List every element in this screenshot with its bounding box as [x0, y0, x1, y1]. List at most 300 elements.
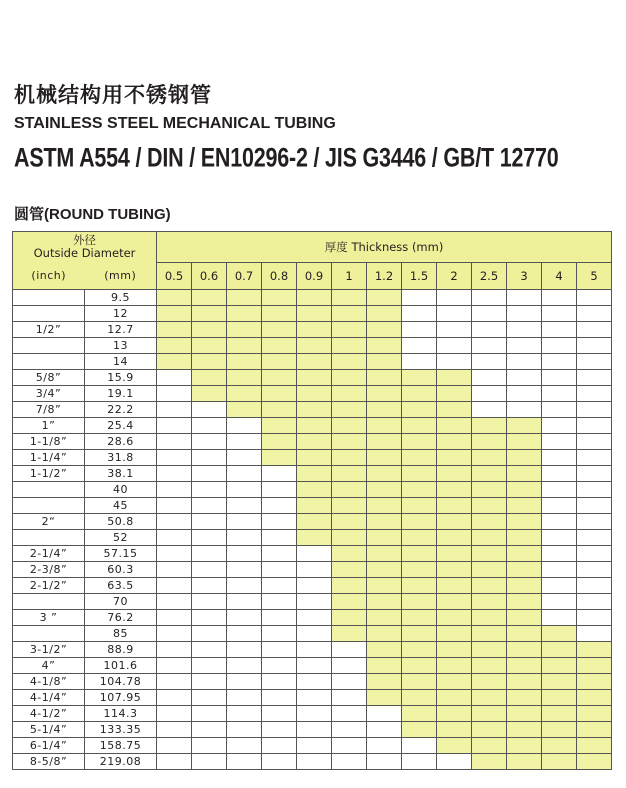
- unavailable-cell: [297, 594, 332, 610]
- available-cell: [332, 562, 367, 578]
- unavailable-cell: [507, 322, 542, 338]
- unavailable-cell: [577, 514, 612, 530]
- available-cell: [192, 322, 227, 338]
- unavailable-cell: [192, 530, 227, 546]
- table-row: [13, 402, 612, 418]
- available-cell: [542, 658, 577, 674]
- inch-size-cell: [13, 498, 85, 514]
- inch-size-cell: 5-1/4”: [13, 722, 85, 738]
- unavailable-cell: [542, 434, 577, 450]
- available-cell: [472, 706, 507, 722]
- available-cell: [367, 418, 402, 434]
- available-cell: [157, 290, 192, 306]
- available-cell: [367, 594, 402, 610]
- unavailable-cell: [262, 578, 297, 594]
- available-cell: [542, 674, 577, 690]
- thickness-column-header: 1: [332, 263, 367, 290]
- available-cell: [367, 498, 402, 514]
- round-tubing-table: [12, 231, 612, 770]
- thickness-column-header: 3: [507, 263, 542, 290]
- unavailable-cell: [542, 450, 577, 466]
- unavailable-cell: [542, 402, 577, 418]
- inch-size-cell: [13, 306, 85, 322]
- available-cell: [507, 466, 542, 482]
- title-english: STAINLESS STEEL MECHANICAL TUBING: [14, 115, 336, 132]
- unavailable-cell: [157, 370, 192, 386]
- unavailable-cell: [262, 562, 297, 578]
- unavailable-cell: [227, 642, 262, 658]
- unavailable-cell: [157, 546, 192, 562]
- unavailable-cell: [192, 514, 227, 530]
- mm-unit-label: (mm): [85, 263, 157, 290]
- available-cell: [437, 690, 472, 706]
- unavailable-cell: [297, 674, 332, 690]
- unavailable-cell: [367, 738, 402, 754]
- unavailable-cell: [297, 642, 332, 658]
- table-row: [13, 338, 612, 354]
- unavailable-cell: [262, 594, 297, 610]
- available-cell: [437, 738, 472, 754]
- available-cell: [542, 690, 577, 706]
- available-cell: [367, 578, 402, 594]
- inch-size-cell: 2“: [13, 514, 85, 530]
- unavailable-cell: [472, 386, 507, 402]
- unavailable-cell: [577, 594, 612, 610]
- unavailable-cell: [262, 722, 297, 738]
- available-cell: [332, 370, 367, 386]
- unavailable-cell: [542, 530, 577, 546]
- unavailable-cell: [472, 354, 507, 370]
- available-cell: [472, 434, 507, 450]
- unavailable-cell: [192, 706, 227, 722]
- available-cell: [192, 370, 227, 386]
- available-cell: [577, 690, 612, 706]
- available-cell: [332, 514, 367, 530]
- available-cell: [437, 514, 472, 530]
- available-cell: [402, 642, 437, 658]
- available-cell: [472, 530, 507, 546]
- available-cell: [227, 338, 262, 354]
- unavailable-cell: [402, 738, 437, 754]
- unavailable-cell: [157, 434, 192, 450]
- unavailable-cell: [542, 306, 577, 322]
- thickness-header: 厚度 Thickness (mm): [157, 232, 612, 263]
- mm-size-cell: 76.2: [85, 610, 157, 626]
- available-cell: [402, 514, 437, 530]
- available-cell: [507, 642, 542, 658]
- available-cell: [577, 642, 612, 658]
- available-cell: [472, 578, 507, 594]
- available-cell: [507, 546, 542, 562]
- table-row: [13, 674, 612, 690]
- available-cell: [577, 658, 612, 674]
- inch-size-cell: 4”: [13, 658, 85, 674]
- mm-size-cell: 85: [85, 626, 157, 642]
- inch-size-cell: 3-1/2”: [13, 642, 85, 658]
- available-cell: [437, 498, 472, 514]
- available-cell: [262, 290, 297, 306]
- unavailable-cell: [507, 402, 542, 418]
- inch-size-cell: 1/2”: [13, 322, 85, 338]
- available-cell: [262, 450, 297, 466]
- inch-size-cell: 1-1/2”: [13, 466, 85, 482]
- unavailable-cell: [157, 722, 192, 738]
- unavailable-cell: [577, 402, 612, 418]
- table-row: [13, 386, 612, 402]
- unavailable-cell: [297, 706, 332, 722]
- inch-size-cell: 6-1/4”: [13, 738, 85, 754]
- available-cell: [472, 626, 507, 642]
- unavailable-cell: [157, 482, 192, 498]
- available-cell: [297, 370, 332, 386]
- available-cell: [437, 674, 472, 690]
- available-cell: [367, 402, 402, 418]
- unavailable-cell: [157, 738, 192, 754]
- available-cell: [437, 626, 472, 642]
- unavailable-cell: [507, 290, 542, 306]
- inch-size-cell: 2-1/4”: [13, 546, 85, 562]
- unavailable-cell: [332, 658, 367, 674]
- unavailable-cell: [192, 722, 227, 738]
- available-cell: [472, 498, 507, 514]
- table-row: [13, 514, 612, 530]
- available-cell: [507, 434, 542, 450]
- available-cell: [437, 610, 472, 626]
- available-cell: [472, 738, 507, 754]
- available-cell: [367, 306, 402, 322]
- available-cell: [402, 402, 437, 418]
- available-cell: [507, 706, 542, 722]
- available-cell: [542, 642, 577, 658]
- inch-size-cell: [13, 626, 85, 642]
- available-cell: [472, 562, 507, 578]
- inch-size-cell: [13, 530, 85, 546]
- available-cell: [332, 626, 367, 642]
- available-cell: [297, 498, 332, 514]
- available-cell: [472, 722, 507, 738]
- available-cell: [542, 706, 577, 722]
- unavailable-cell: [227, 546, 262, 562]
- unavailable-cell: [297, 626, 332, 642]
- mm-size-cell: 133.35: [85, 722, 157, 738]
- available-cell: [472, 642, 507, 658]
- mm-size-cell: 22.2: [85, 402, 157, 418]
- thickness-column-header: 0.9: [297, 263, 332, 290]
- unavailable-cell: [297, 722, 332, 738]
- unavailable-cell: [507, 386, 542, 402]
- mm-size-cell: 158.75: [85, 738, 157, 754]
- available-cell: [332, 546, 367, 562]
- inch-size-cell: 1”: [13, 418, 85, 434]
- available-cell: [262, 338, 297, 354]
- available-cell: [402, 546, 437, 562]
- unavailable-cell: [402, 306, 437, 322]
- available-cell: [332, 610, 367, 626]
- available-cell: [507, 738, 542, 754]
- unavailable-cell: [262, 674, 297, 690]
- table-row: [13, 354, 612, 370]
- available-cell: [367, 322, 402, 338]
- available-cell: [332, 498, 367, 514]
- available-cell: [577, 706, 612, 722]
- available-cell: [367, 370, 402, 386]
- available-cell: [437, 642, 472, 658]
- available-cell: [402, 466, 437, 482]
- unavailable-cell: [542, 514, 577, 530]
- unavailable-cell: [192, 402, 227, 418]
- unavailable-cell: [192, 498, 227, 514]
- available-cell: [472, 450, 507, 466]
- unavailable-cell: [192, 610, 227, 626]
- unavailable-cell: [157, 386, 192, 402]
- unavailable-cell: [227, 594, 262, 610]
- mm-size-cell: 31.8: [85, 450, 157, 466]
- available-cell: [437, 530, 472, 546]
- available-cell: [262, 434, 297, 450]
- unavailable-cell: [192, 418, 227, 434]
- available-cell: [507, 578, 542, 594]
- available-cell: [542, 738, 577, 754]
- available-cell: [297, 418, 332, 434]
- unavailable-cell: [262, 466, 297, 482]
- unavailable-cell: [262, 642, 297, 658]
- mm-size-cell: 38.1: [85, 466, 157, 482]
- unavailable-cell: [297, 754, 332, 770]
- mm-size-cell: 12: [85, 306, 157, 322]
- available-cell: [157, 306, 192, 322]
- unavailable-cell: [262, 658, 297, 674]
- unavailable-cell: [577, 498, 612, 514]
- available-cell: [437, 546, 472, 562]
- table-row: [13, 658, 612, 674]
- available-cell: [297, 450, 332, 466]
- available-cell: [297, 530, 332, 546]
- inch-size-cell: 4-1/4”: [13, 690, 85, 706]
- unavailable-cell: [577, 354, 612, 370]
- unavailable-cell: [577, 338, 612, 354]
- table-row: [13, 418, 612, 434]
- unavailable-cell: [472, 306, 507, 322]
- available-cell: [332, 290, 367, 306]
- unavailable-cell: [577, 546, 612, 562]
- mm-size-cell: 88.9: [85, 642, 157, 658]
- unavailable-cell: [192, 562, 227, 578]
- available-cell: [297, 386, 332, 402]
- available-cell: [367, 466, 402, 482]
- available-cell: [297, 338, 332, 354]
- available-cell: [472, 418, 507, 434]
- available-cell: [367, 514, 402, 530]
- unavailable-cell: [437, 754, 472, 770]
- unavailable-cell: [227, 690, 262, 706]
- unavailable-cell: [402, 322, 437, 338]
- available-cell: [472, 546, 507, 562]
- available-cell: [402, 578, 437, 594]
- unavailable-cell: [507, 370, 542, 386]
- available-cell: [332, 530, 367, 546]
- available-cell: [577, 738, 612, 754]
- unavailable-cell: [402, 338, 437, 354]
- unavailable-cell: [227, 562, 262, 578]
- unavailable-cell: [297, 562, 332, 578]
- available-cell: [507, 690, 542, 706]
- available-cell: [297, 306, 332, 322]
- available-cell: [367, 546, 402, 562]
- unavailable-cell: [472, 322, 507, 338]
- unavailable-cell: [227, 578, 262, 594]
- table-row: [13, 434, 612, 450]
- available-cell: [192, 338, 227, 354]
- available-cell: [262, 370, 297, 386]
- available-cell: [472, 514, 507, 530]
- unavailable-cell: [192, 738, 227, 754]
- unavailable-cell: [367, 706, 402, 722]
- inch-size-cell: [13, 354, 85, 370]
- available-cell: [507, 562, 542, 578]
- unavailable-cell: [507, 306, 542, 322]
- available-cell: [507, 594, 542, 610]
- available-cell: [437, 466, 472, 482]
- unavailable-cell: [157, 626, 192, 642]
- available-cell: [332, 402, 367, 418]
- inch-unit-label: (inch): [13, 263, 85, 290]
- mm-size-cell: 114.3: [85, 706, 157, 722]
- unavailable-cell: [262, 610, 297, 626]
- available-cell: [402, 418, 437, 434]
- table-row: [13, 690, 612, 706]
- unavailable-cell: [297, 690, 332, 706]
- unavailable-cell: [227, 658, 262, 674]
- available-cell: [367, 658, 402, 674]
- unavailable-cell: [192, 754, 227, 770]
- available-cell: [507, 754, 542, 770]
- available-cell: [227, 370, 262, 386]
- available-cell: [472, 610, 507, 626]
- unavailable-cell: [577, 578, 612, 594]
- available-cell: [437, 482, 472, 498]
- mm-size-cell: 19.1: [85, 386, 157, 402]
- unavailable-cell: [157, 466, 192, 482]
- available-cell: [437, 418, 472, 434]
- table-row: [13, 610, 612, 626]
- available-cell: [157, 354, 192, 370]
- available-cell: [402, 530, 437, 546]
- unavailable-cell: [157, 674, 192, 690]
- available-cell: [227, 306, 262, 322]
- available-cell: [577, 754, 612, 770]
- available-cell: [332, 578, 367, 594]
- thickness-column-header: 0.7: [227, 263, 262, 290]
- available-cell: [332, 418, 367, 434]
- mm-size-cell: 25.4: [85, 418, 157, 434]
- available-cell: [332, 354, 367, 370]
- table-row: [13, 754, 612, 770]
- available-cell: [577, 722, 612, 738]
- available-cell: [297, 514, 332, 530]
- title-standards: ASTM A554 / DIN / EN10296-2 / JIS G3446 / GB/T 12770: [14, 142, 559, 173]
- available-cell: [227, 290, 262, 306]
- unavailable-cell: [262, 546, 297, 562]
- unavailable-cell: [437, 306, 472, 322]
- unavailable-cell: [577, 306, 612, 322]
- unavailable-cell: [227, 626, 262, 642]
- available-cell: [262, 306, 297, 322]
- unavailable-cell: [192, 594, 227, 610]
- available-cell: [262, 418, 297, 434]
- available-cell: [262, 322, 297, 338]
- unavailable-cell: [472, 290, 507, 306]
- unavailable-cell: [577, 386, 612, 402]
- inch-size-cell: 4-1/2”: [13, 706, 85, 722]
- available-cell: [402, 690, 437, 706]
- available-cell: [367, 610, 402, 626]
- available-cell: [437, 594, 472, 610]
- thickness-column-header: 0.5: [157, 263, 192, 290]
- unavailable-cell: [157, 562, 192, 578]
- available-cell: [472, 754, 507, 770]
- available-cell: [227, 322, 262, 338]
- unavailable-cell: [542, 498, 577, 514]
- available-cell: [367, 690, 402, 706]
- unavailable-cell: [402, 754, 437, 770]
- unavailable-cell: [227, 674, 262, 690]
- mm-size-cell: 40: [85, 482, 157, 498]
- inch-size-cell: 1-1/4”: [13, 450, 85, 466]
- unavailable-cell: [227, 466, 262, 482]
- mm-size-cell: 104.78: [85, 674, 157, 690]
- mm-size-cell: 9.5: [85, 290, 157, 306]
- available-cell: [402, 370, 437, 386]
- available-cell: [332, 466, 367, 482]
- unavailable-cell: [542, 418, 577, 434]
- available-cell: [262, 402, 297, 418]
- table-row: [13, 290, 612, 306]
- inch-size-cell: [13, 482, 85, 498]
- unavailable-cell: [227, 754, 262, 770]
- unavailable-cell: [542, 338, 577, 354]
- unavailable-cell: [227, 418, 262, 434]
- available-cell: [332, 450, 367, 466]
- available-cell: [227, 402, 262, 418]
- available-cell: [192, 354, 227, 370]
- outside-diameter-header: [13, 232, 157, 263]
- available-cell: [507, 610, 542, 626]
- mm-size-cell: 50.8: [85, 514, 157, 530]
- available-cell: [157, 338, 192, 354]
- table-row: [13, 706, 612, 722]
- available-cell: [402, 658, 437, 674]
- mm-size-cell: 45: [85, 498, 157, 514]
- unavailable-cell: [542, 594, 577, 610]
- available-cell: [157, 322, 192, 338]
- thickness-column-header: 2: [437, 263, 472, 290]
- unavailable-cell: [332, 706, 367, 722]
- unavailable-cell: [192, 546, 227, 562]
- unavailable-cell: [227, 450, 262, 466]
- unavailable-cell: [297, 546, 332, 562]
- unavailable-cell: [227, 738, 262, 754]
- unavailable-cell: [262, 738, 297, 754]
- available-cell: [437, 658, 472, 674]
- available-cell: [542, 722, 577, 738]
- unavailable-cell: [437, 322, 472, 338]
- unavailable-cell: [192, 466, 227, 482]
- unavailable-cell: [577, 530, 612, 546]
- outside-diameter-label-en: Outside Diameter: [33, 246, 136, 261]
- available-cell: [542, 754, 577, 770]
- table-row: [13, 722, 612, 738]
- table-row: [13, 738, 612, 754]
